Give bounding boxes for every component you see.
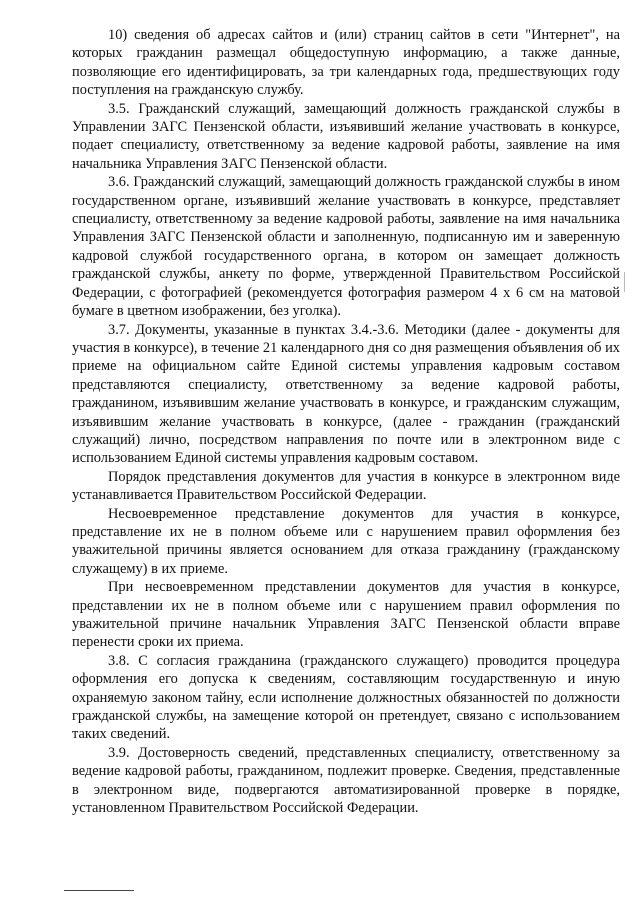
paragraph-3-6: 3.6. Гражданский служащий, замещающий должность гражданской службы в ином государственном органе, изъявивший желание участвовать в конкурсе, представляет специалисту, ответственному за ведение кадровой работы, заявление на имя начальника Управления ЗАГС Пензенской области и заполненную, подписанную им и заверенную кадровой службой государственного органа, в котором он замещает должность гражданской службы, анкету по форме, утвержденной Правительством Российской Федерации, с фотографией (рекомендуется фотография размером 4 х 6 см на матовой бумаге в цветном изображении, без уголка). — [72, 174, 620, 320]
paragraph-late-submission-postpone: При несвоевременном представлении документов для участия в конкурсе, представлении их не в полном объеме или с нарушением правил оформления по уважительной причине начальник Управления ЗАГС Пензенской области вправе перенести сроки их приема. — [72, 579, 620, 651]
footnote-separator-line — [64, 890, 134, 891]
paragraph-3-7: 3.7. Документы, указанные в пунктах 3.4.-3.6. Методики (далее - документы для участия в конкурсе), в течение 21 календарного дня со дня размещения объявления об их приеме на официальном сайте Единой системы управления кадровым составом представляются специалисту, ответственному за ведение кадровой работы, гражданином, изъявившим желание участвовать в конкурсе, и гражданским служащим, изъявившим желание участвовать в конкурсе, (далее - гражданин (гражданский служащий) лично, посредством направления по почте или в электронном виде с использованием Единой системы управления кадровым составом. — [72, 321, 620, 467]
document-body — [72, 26, 620, 817]
paragraph-3-5: 3.5. Гражданский служащий, замещающий должность гражданской службы в Управлении ЗАГС Пензенской области, изъявивший желание участвовать в конкурсе, подает специалисту, ответственному за ведение кадровой работы, заявление на имя начальника Управления ЗАГС Пензенской области. — [72, 100, 620, 172]
paragraph-electronic-submission-order: Порядок представления документов для участия в конкурсе в электронном виде устанавливается Правительством Российской Федерации. — [72, 468, 620, 504]
paragraph-late-submission-refusal: Несвоевременное представление документов для участия в конкурсе, представление их не в полном объеме или с нарушением правил оформления без уважительной причины является основанием для отказа гражданину (гражданскому служащему) в их приеме. — [72, 505, 620, 577]
paragraph-item-10-website-info: 10) сведения об адресах сайтов и (или) страниц сайтов в сети "Интернет", на которых гражданин размещал общедоступную информацию, а также данные, позволяющие его идентифицировать, за три календарных года, предшествующих году поступления на гражданскую службу. — [72, 27, 620, 99]
scan-margin-mark — [624, 272, 625, 292]
paragraph-3-8: 3.8. С согласия гражданина (гражданского служащего) проводится процедура оформления его допуска к сведениям, составляющим государственную и иную охраняемую законом тайну, если исполнение должностных обязанностей по должности гражданской службы, на замещение которой он претендует, связано с использованием таких сведений. — [72, 652, 620, 743]
paragraph-3-9: 3.9. Достоверность сведений, представленных специалисту, ответственному за ведение кадровой работы, гражданином, подлежит проверке. Сведения, представленные в электронном виде, подвергаются автоматизированной проверке в порядке, установленном Правительством Российской Федерации. — [72, 744, 620, 817]
